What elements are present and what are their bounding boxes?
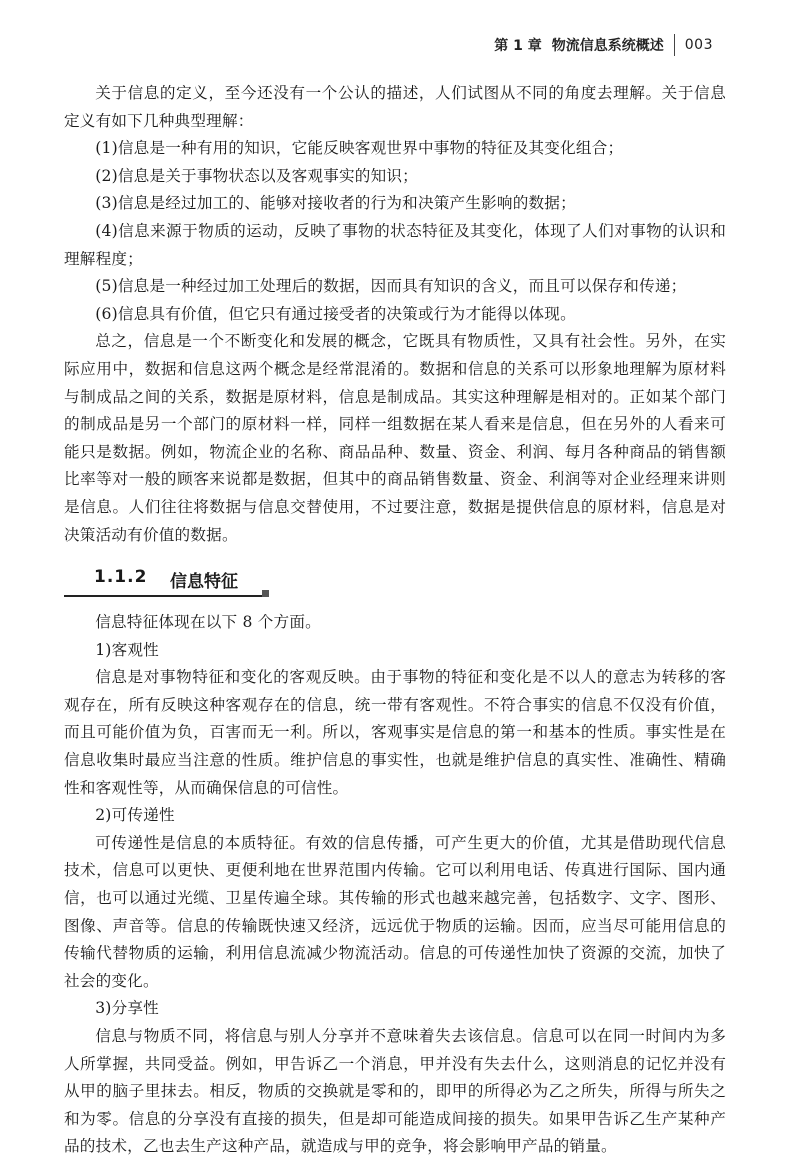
section-title: 信息特征 [170, 572, 238, 593]
section-number: 1.1.2 [94, 567, 148, 588]
list-item: (3)信息是经过加工的、能够对接收者的行为和决策产生影响的数据； [95, 194, 576, 213]
subheading: 1)客观性 [95, 640, 159, 659]
paragraph: 信息特征体现在以下 8 个方面。 [95, 613, 321, 632]
list-item: (5)信息是一种经过加工处理后的数据，因而具有知识的含义，而且可以保存和传递； [95, 277, 687, 296]
section-heading [64, 557, 726, 601]
paragraph: 信息是对事物特征和变化的客观反映。由于事物的特征和变化是不以人的意志为转移的客观存在，所有反映这种客观存在的信息，统一带有客观性。不符合事实的信息不仅没有价值，而且可能价值为负，百害而无一利。所以，客观事实是信息的第一和基本的性质。事实性是在信息收集时最应当注意的性质。维护信息的事实性，也就是维护信息的真实性、准确性、精确性和客观性等，从而确保信息的可信性。 [64, 668, 726, 797]
heading-underline [64, 595, 262, 597]
chapter-title: 物流信息系统概述 [551, 38, 664, 54]
paragraph: 可传递性是信息的本质特征。有效的信息传播，可产生更大的价值，尤其是借助现代信息技术，信息可以更快、更便利地在世界范围内传输。它可以利用电话、传真进行国际、国内通信，也可以通过光缆、卫星传遍全球。其传输的形式也越来越完善，包括数字、文字、图形、图像、声音等。信息的传输既快速又经济，远远优于物质的运输。因而，应当尽可能用信息的传输代替物质的运输，利用信息流减少物流活动。信息的可传递性加快了资源的交流，加快了社会的变化。 [64, 833, 726, 990]
page-number: 003 [684, 37, 713, 53]
running-head [494, 34, 713, 56]
paragraph: 信息与物质不同，将信息与别人分享并不意味着失去该信息。信息可以在同一时间内为多人所掌握，共同受益。例如，甲告诉乙一个消息，甲并没有失去什么，这则消息的记忆并没有从甲的脑子里抹去。相反，物质的交换就是零和的，即甲的所得必为乙之所失，所得与所失之和为零。信息的分享没有直接的损失，但是却可能造成间接的损失。如果甲告诉乙生产某种产品的技术，乙也去生产这种产品，就造成与甲的竞争，将会影响甲产品的销量。 [64, 1027, 726, 1156]
list-item: (6)信息具有价值，但它只有通过接受者的决策或行为才能得以体现。 [95, 304, 576, 323]
chapter-number: 第 1 章 [494, 38, 542, 54]
paragraph: 关于信息的定义，至今还没有一个公认的描述，人们试图从不同的角度去理解。关于信息定义有如下几种典型理解： [64, 84, 726, 130]
header-separator [674, 34, 675, 56]
subheading: 2)可传递性 [95, 806, 175, 825]
paragraph: 总之，信息是一个不断变化和发展的概念，它既具有物质性，又具有社会性。另外，在实际应用中，数据和信息这两个概念是经常混淆的。数据和信息的关系可以形象地理解为原材料与制成品之间的关系，数据是原材料，信息是制成品。其实这种理解是相对的。正如某个部门的制成品是另一个部门的原材料一样，同样一组数据在某人看来是信息，但在另外的人看来可能只是数据。例如，物流企业的名称、商品品种、数量、资金、利润、每月各种商品的销售额比率等对一般的顾客来说都是数据，但其中的商品销售数量、资金、利润等对企业经理来讲则是信息。人们往往将数据与信息交替使用，不过要注意，数据是提供信息的原材料，信息是对决策活动有价值的数据。 [64, 332, 726, 544]
heading-square-mark [262, 590, 269, 597]
list-item: (4)信息来源于物质的运动，反映了事物的状态特征及其变化，体现了人们对事物的认识和理解程度； [64, 221, 726, 268]
subheading: 3)分享性 [95, 999, 159, 1018]
page-body [64, 80, 726, 1161]
list-item: (2)信息是关于事物状态以及客观事实的知识； [95, 166, 418, 185]
list-item: (1)信息是一种有用的知识，它能反映客观世界中事物的特征及其变化组合； [95, 139, 624, 158]
